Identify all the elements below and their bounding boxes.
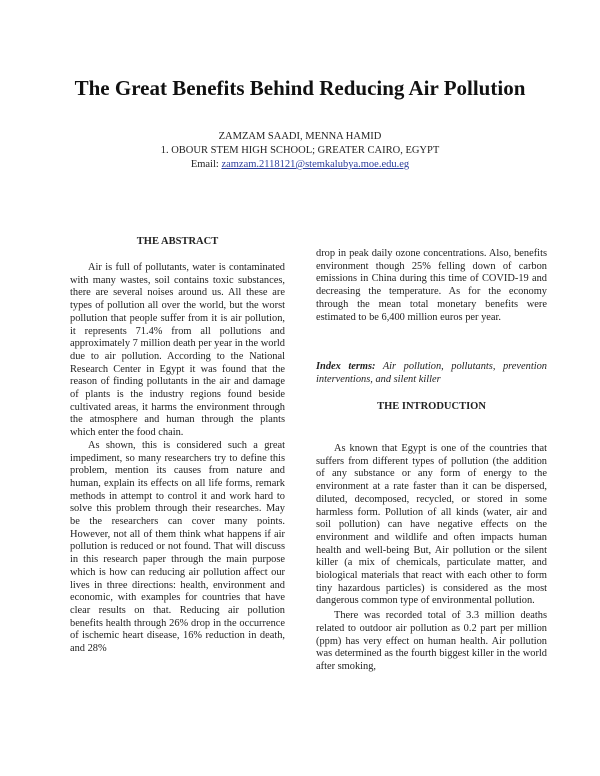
introduction-body: [316, 443, 547, 674]
abstract-continued: [316, 248, 547, 324]
abstract-paragraph-continued: drop in peak daily ozone concentrations. Also, benefits environment though 25% felling down of carbon emissions in China during this time of COVID-19 and decreasing the temperature. As for the economy through the mean total monetary benefits were estimated to be 6,400 million euros per year.: [316, 248, 547, 323]
author-email-line: [0, 159, 600, 170]
author-names: ZAMZAM SAADI, MENNA HAMID: [218, 131, 382, 142]
abstract-body: [70, 262, 285, 656]
index-terms: [316, 361, 547, 386]
introduction-paragraph-1: As known that Egypt is one of the countries that suffers from different types of pollution (the addition of any substance or any form of energy to the environment at a rate faster than it can be dispersed, diluted, decomposed, recycled, or stored in some harmless form. Pollution of all kinds (water, air and soil pollution) can have negative effects on the environment and wildlife and often impacts human health and well-being But, Air pollution or the silent killer (a mix of chemicals, particulate matter, and biological materials that react with each other to form tiny hazardous particles) is considered as the most dangerous common type of environmental pollution.: [316, 443, 547, 607]
introduction-paragraph-2: There was recorded total of 3.3 million deaths related to outdoor air pollution as 0.2 part per million (ppm) has very effect on human health. Air pollution was determined as the fourth biggest killer in the world after smoking,: [316, 610, 547, 672]
paper-title: The Great Benefits Behind Reducing Air Pollution: [74, 76, 526, 100]
author-affiliation: 1. OBOUR STEM HIGH SCHOOL; GREATER CAIRO, EGYPT: [160, 145, 440, 156]
abstract-paragraph-2: As shown, this is considered such a great impediment, so many researchers try to define this problem, mention its causes from nature and human, explain its effects on all life forms, remark methods in attempt to control it and work hard to solve this problem through their researches. May be the researchers can cover many points. However, not all of them think what happens if air pollution is reduced or not found. That will discuss in this research paper through the main purpose which is how can reducing air pollution affect our lives in three directions: health, environment and economic, with examples for countries that have clear results on that. Reducing air pollution benefits health through 26% drop in the occurrence of ischemic heart disease, 16% reduction in death, and 28%: [70, 439, 285, 655]
email-label: Email:: [190, 159, 219, 170]
index-terms-text: Air pollution, pollutants, prevention interventions, and silent killer: [316, 361, 547, 385]
index-terms-label: Index terms:: [316, 361, 376, 372]
abstract-heading: THE ABSTRACT: [136, 236, 219, 247]
abstract-paragraph-1: Air is full of pollutants, water is contaminated with many wastes, soil contains toxic substances, there are several noises around us. All these are types of pollution all over the world, but the worst pollution that people suffer from it is air pollution, it represents 71.4% from all pollutions and approximately 7 million death per year in the world due to air pollution. According to the National Research Center in Egypt it was found that the reason of finding pollutants in the air and damage of plants is the industry regions found beside cultivated areas, it harms the environment through the atmosphere and human through the plants which enter the food chain.: [70, 262, 285, 439]
email-link[interactable]: zamzam.2118121@stemkalubya.moe.edu.eg: [221, 159, 410, 170]
introduction-heading: THE INTRODUCTION: [377, 401, 486, 412]
